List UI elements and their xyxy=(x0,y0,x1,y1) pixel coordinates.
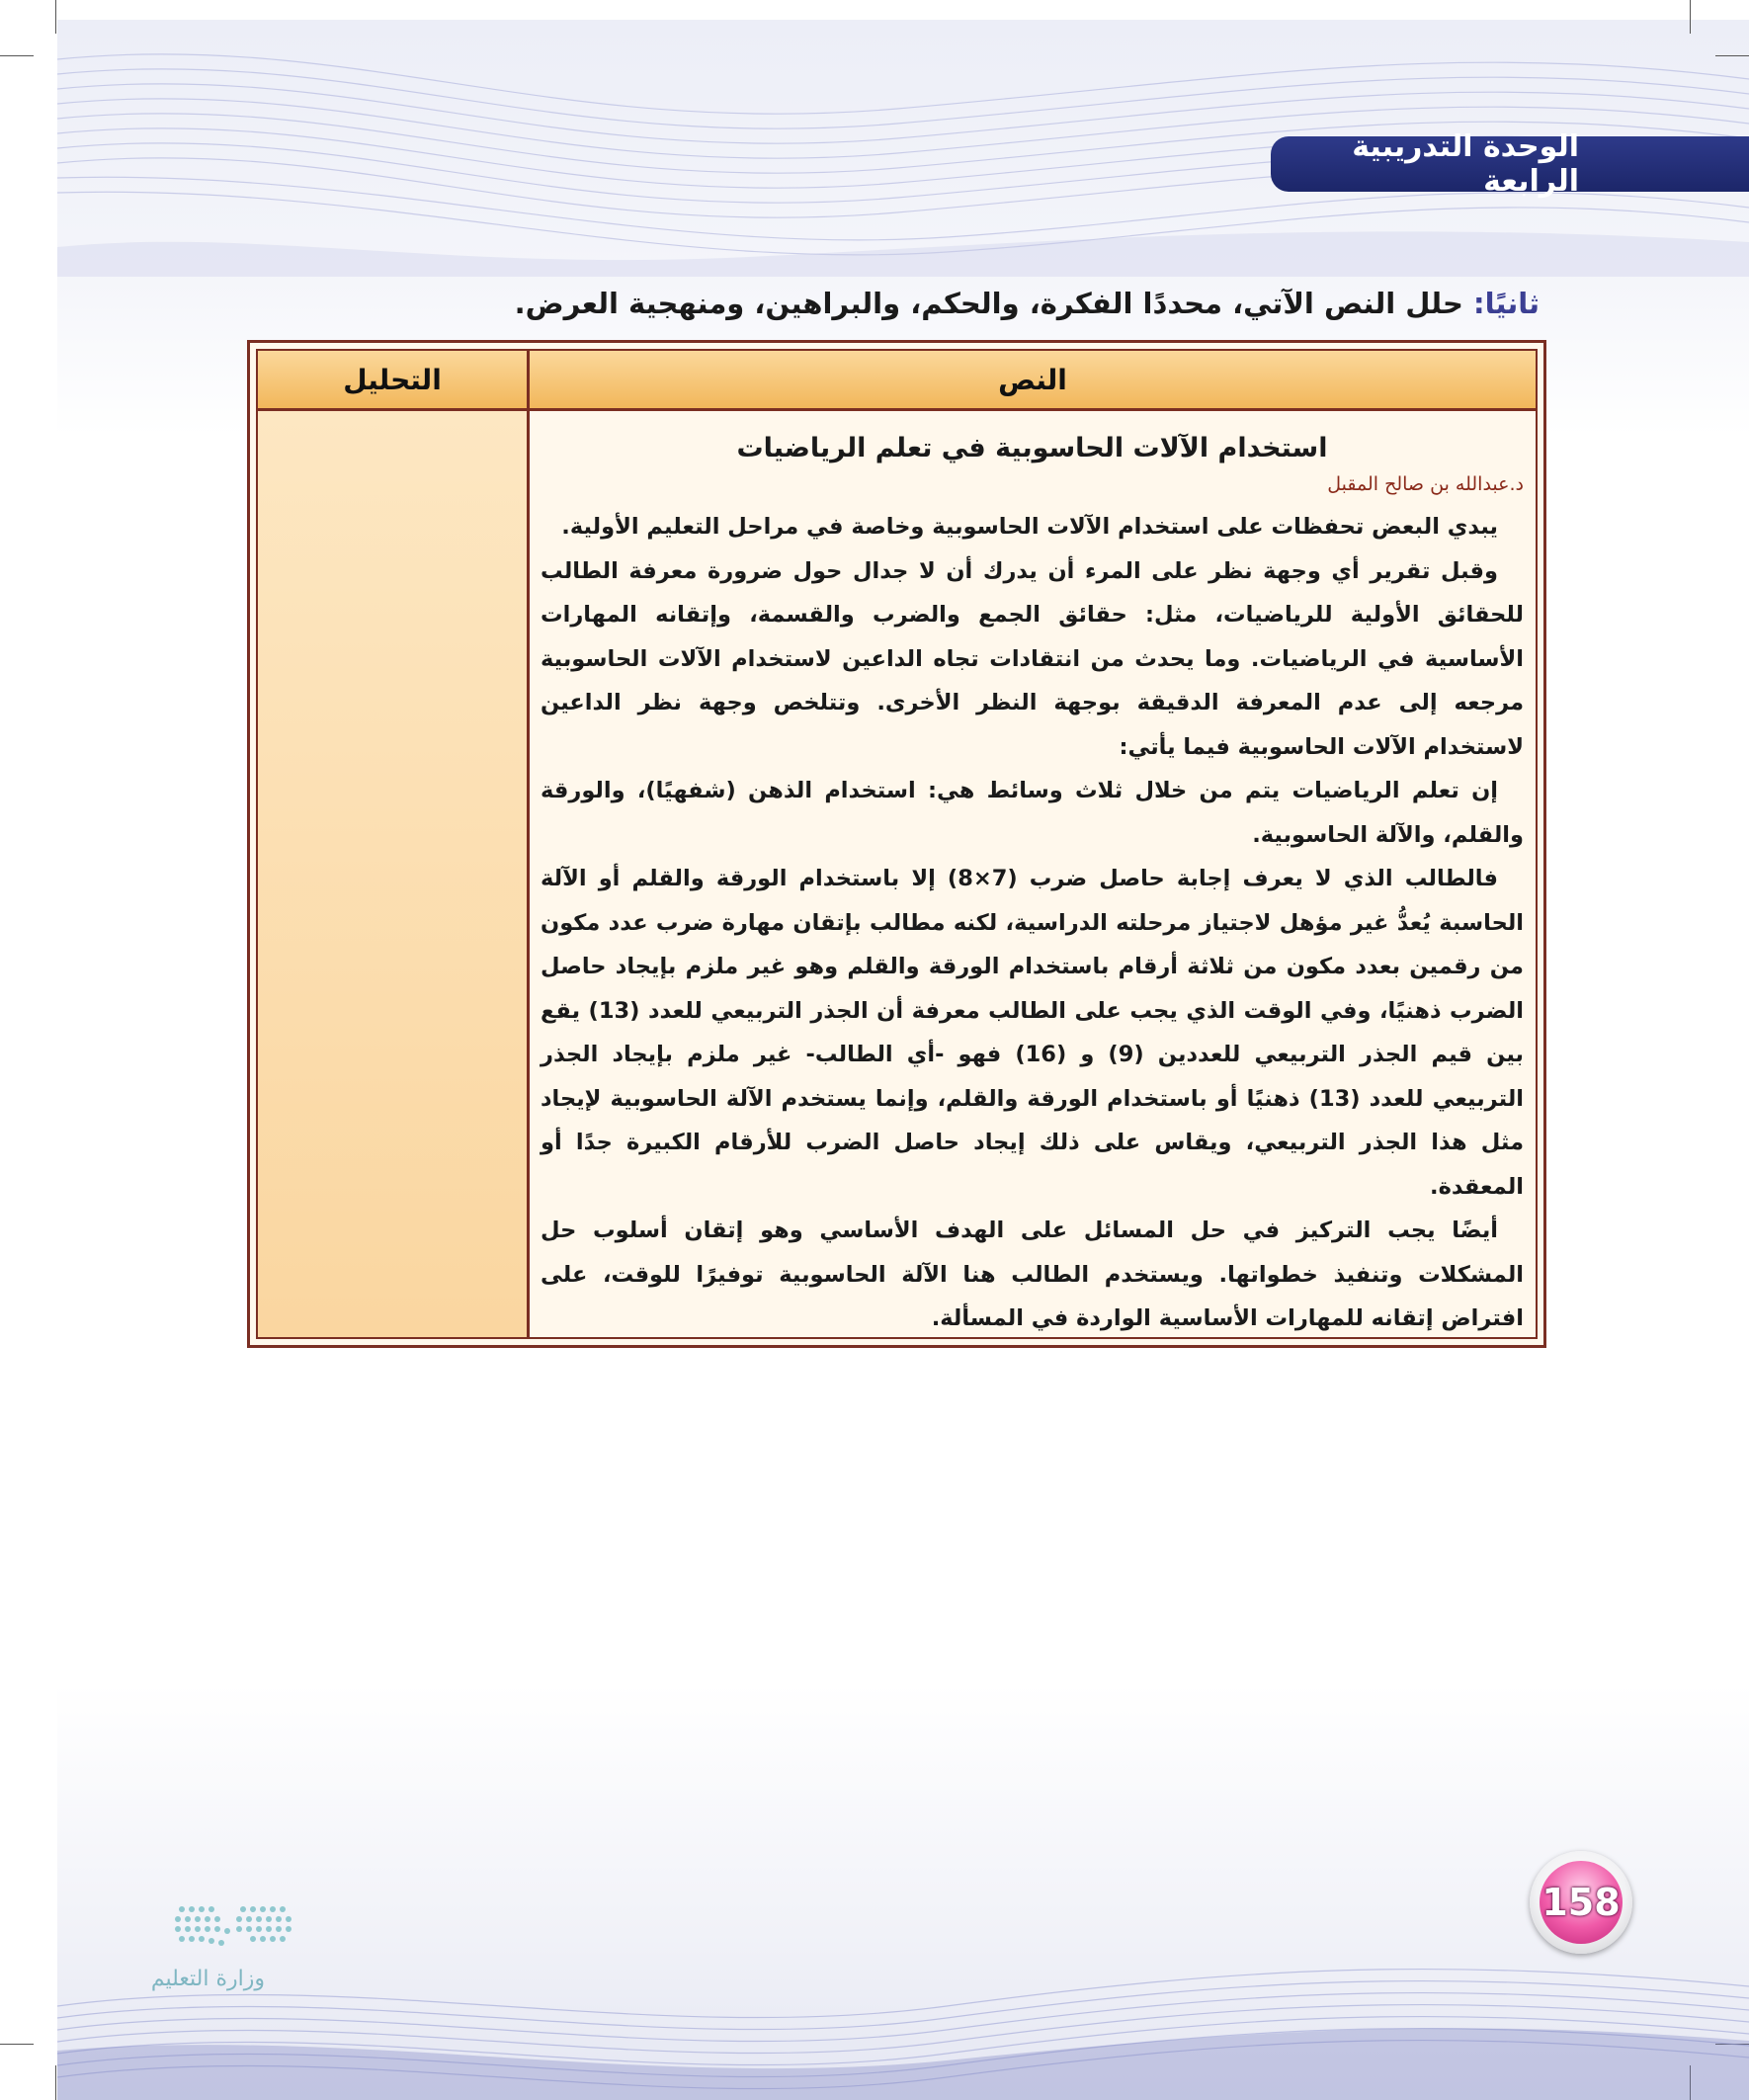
crop-mark xyxy=(0,55,34,56)
page-number-badge xyxy=(1530,1851,1632,1954)
header-analysis-column: التحليل xyxy=(258,351,527,411)
article-author: د.عبدالله بن صالح المقبل xyxy=(1327,473,1524,495)
paragraph: فالطالب الذي لا يعرف إجابة حاصل ضرب (7×8) إلا باستخدام الورقة والقلم أو الآلة الحاسبة يُعدُّ غير مؤهل لاجتياز مرحلته الدراسية، لكنه مطالب بإتقان مهارة ضرب عدد مكون من رقمين بعدد مكون من ثلاثة أرقام باستخدام الورقة والقلم وهو غير ملزم بإيجاد حاصل الضرب ذهنيًا، وفي الوقت الذي يجب على الطالب معرفة أن الجذر التربيعي للعدد (13) يقع بين قيم الجذر التربيعي للعددين (9) و (16) فهو -أي الطالب- غير ملزم بإيجاد الجذر التربيعي للعدد (13) ذهنيًا أو باستخدام الورقة والقلم، وإنما يستخدم الآلة الحاسوبية لإيجاد مثل هذا الجذر التربيعي، ويقاس على ذلك إيجاد حاصل الضرب للأرقام الكبيرة جدًا أو المعقدة. xyxy=(541,866,1525,1200)
article-title: استخدام الآلات الحاسوبية في تعلم الرياضيات xyxy=(736,433,1328,463)
ministry-name: وزارة التعليم xyxy=(150,1967,265,1991)
analysis-cell xyxy=(258,411,527,1337)
instruction-lead: ثانيًا: xyxy=(1473,287,1540,320)
page-number: 158 xyxy=(1540,1861,1623,1944)
table-inner-border xyxy=(256,349,1538,1339)
text-cell xyxy=(535,411,1528,1337)
column-divider xyxy=(527,351,530,1337)
analysis-table xyxy=(247,340,1546,1348)
paragraph: يبدي البعض تحفظات على استخدام الآلات الحاسوبية وخاصة في مراحل التعليم الأولية. xyxy=(561,514,1498,540)
instruction-text: حلل النص الآتي، محددًا الفكرة، والحكم، والبراهين، ومنهجية العرض. xyxy=(514,287,1473,320)
crop-mark xyxy=(0,2044,34,2045)
crop-mark xyxy=(55,0,56,34)
crop-mark xyxy=(55,2065,56,2100)
paragraph: أيضًا يجب التركيز في حل المسائل على الهدف الأساسي وهو إتقان أسلوب حل المشكلات وتنفيذ خطواتها. ويستخدم الطالب هنا الآلة الحاسوبية توفيرًا للوقت، على افتراض إتقانه للمهارات الأساسية الواردة في المسألة. xyxy=(541,1218,1524,1331)
paragraph: إن تعلم الرياضيات يتم من خلال ثلاث وسائط هي: استخدام الذهن (شفهيًا)، والورقة والقلم، والآلة الحاسوبية. xyxy=(541,778,1524,848)
unit-title-banner: الوحدة التدريبية الرابعة xyxy=(1271,136,1727,192)
header-text-column: النص xyxy=(530,351,1536,411)
paragraph: وقبل تقرير أي وجهة نظر على المرء أن يدرك أن لا جدال حول ضرورة معرفة الطالب للحقائق الأولية للرياضيات، مثل: حقائق الجمع والضرب والقسمة، وإتقانه المهارات الأساسية في الرياضيات. وما يحدث من انتقادات تجاه الداعين لاستخدام الآلات الحاسوبية مرجعه إلى عدم المعرفة الدقيقة بوجهة النظر الأخرى. وتتلخص وجهة نظر الداعين لاستخدام الآلات الحاسوبية فيما يأتي: xyxy=(541,557,1524,760)
instruction-line xyxy=(515,287,1540,320)
